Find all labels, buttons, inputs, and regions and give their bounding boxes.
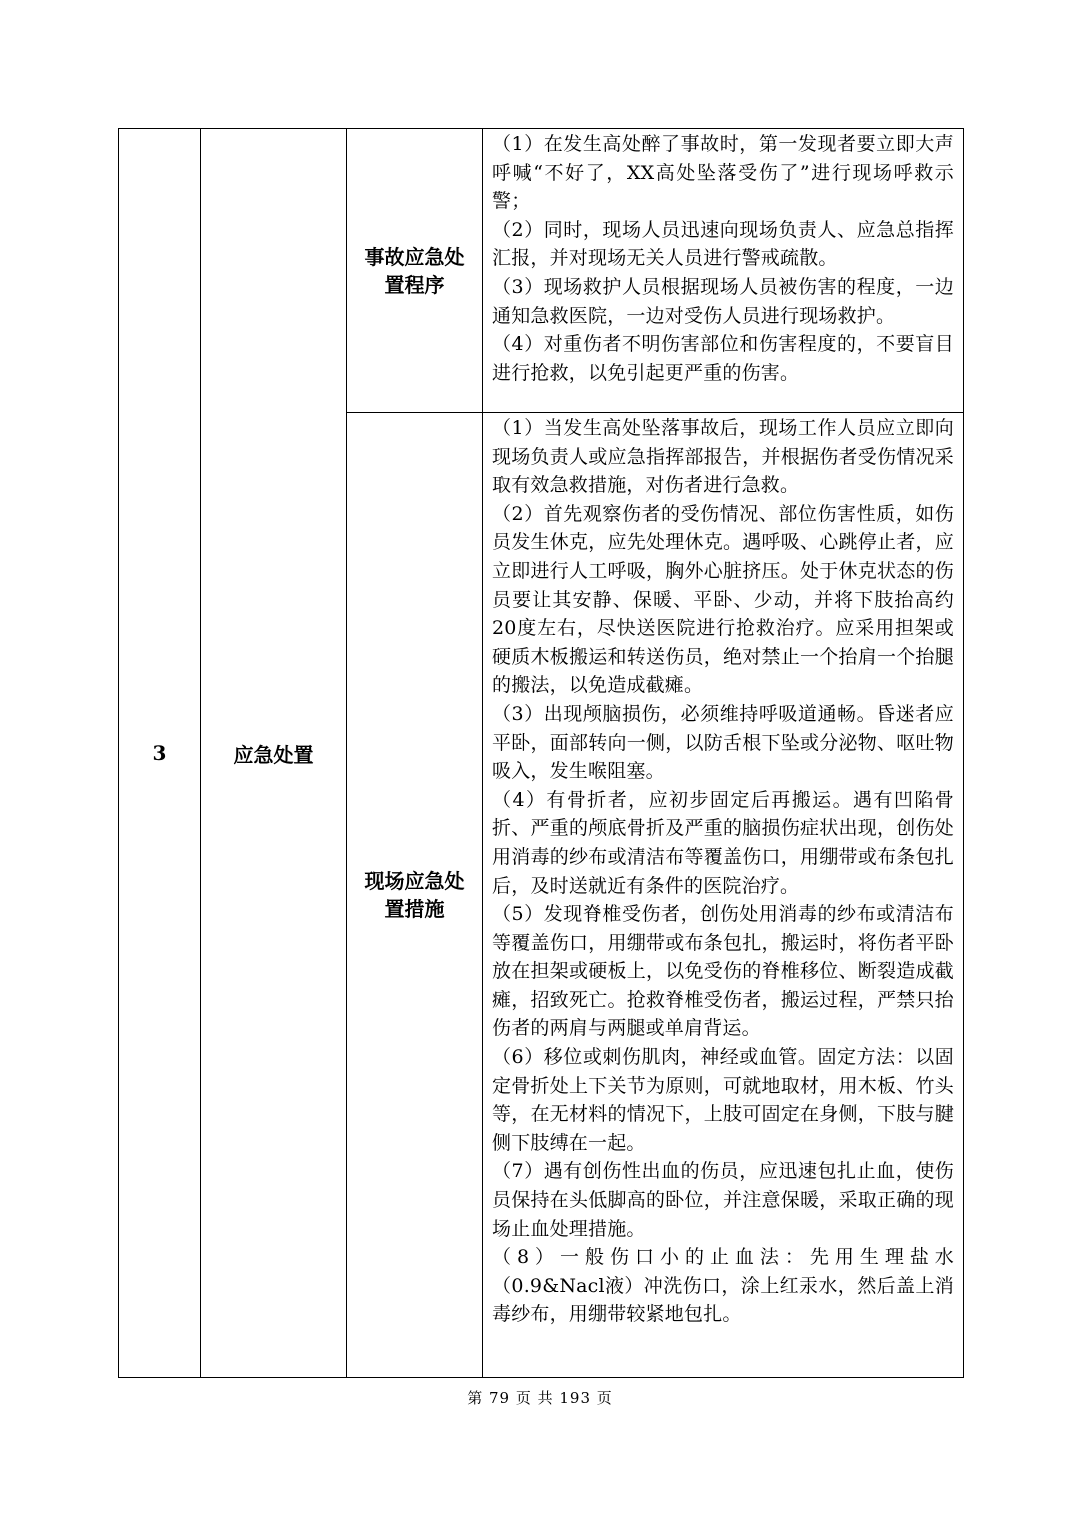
- table-row: [119, 129, 964, 413]
- paragraph: （3）现场救护人员根据现场人员被伤害的程度，一边通知急救医院，一边对受伤人员进行现场救护。: [492, 275, 954, 327]
- paragraph: （6）移位或刺伤肌肉，神经或血管。固定方法：以固定骨折处上下关节为原则，可就地取材，用木板、竹头等，在无材料的情况下，上肢可固定在身侧，下肢与腱侧下肢缚在一起。: [492, 1046, 954, 1154]
- paragraph: （4）对重伤者不明伤害部位和伤害程度的，不要盲目进行抢救，以免引起更严重的伤害。: [492, 333, 954, 384]
- row-number-cell: [119, 129, 201, 1378]
- emergency-procedure-table: [118, 128, 964, 1378]
- section-title-onsite-measures: 现场应急处置措施: [364, 869, 465, 921]
- paragraph: （4）有骨折者，应初步固定后再搬运。遇有凹陷骨折、严重的颅底骨折及严重的脑损伤症状出现，创伤处用消毒的纱布或清洁布等覆盖伤口，用绷带或布条包扎后，及时送就近有条件的医院治疗。: [492, 788, 954, 897]
- page-number: 第 79 页 共 193 页: [467, 1389, 613, 1407]
- section-content-cell: [483, 413, 964, 1378]
- paragraph: （3）出现颅脑损伤，必须维持呼吸道通畅。昏迷者应平卧，面部转向一侧，以防舌根下坠或分泌物、呕吐物吸入，发生喉阻塞。: [492, 702, 954, 783]
- category-cell: [201, 129, 347, 1378]
- paragraph: （2）首先观察伤者的受伤情况、部位伤害性质，如伤员发生休克，应先处理休克。遇呼吸、心跳停止者，应立即进行人工呼吸，胸外心脏挤压。处于休克状态的伤员要让其安静、保暖、平卧、少动，并将下肢抬高约20度左右，尽快送医院进行抢救治疗。应采用担架或硬质木板搬运和转送伤员，绝对禁止一个抬肩一个抬腿的搬法，以免造成截瘫。: [492, 502, 954, 697]
- paragraph: （1）在发生高处醉了事故时，第一发现者要立即大声呼喊“不好了，XX高处坠落受伤了”进行现场呼救示警；: [492, 133, 954, 213]
- paragraph: （2）同时，现场人员迅速向现场负责人、应急总指挥汇报，并对现场无关人员进行警戒疏散。: [492, 218, 954, 270]
- paragraph: （8）一般伤口小的止血法：先用生理盐水（0.9&Nacl液）冲洗伤口，涂上红汞水，然后盖上消毒纱布，用绷带较紧地包扎。: [492, 1246, 954, 1326]
- category-label: 应急处置: [233, 742, 314, 767]
- section-title-cell: [347, 129, 483, 413]
- section-content-cell: [483, 129, 964, 413]
- row-number: 3: [152, 741, 167, 765]
- page-footer: [0, 1387, 1080, 1408]
- paragraph: （5）发现脊椎受伤者，创伤处用消毒的纱布或清洁布等覆盖伤口，用绷带或布条包扎，搬运时，将伤者平卧放在担架或硬板上，以免受伤的脊椎移位、断裂造成截瘫，招致死亡。抢救脊椎受伤者，搬运过程，严禁只抬伤者的两肩与两腿或单肩背运。: [492, 903, 954, 1040]
- section-content-accident-procedure: [483, 129, 963, 387]
- section-content-onsite-measures: [483, 413, 963, 1329]
- paragraph: （1）当发生高处坠落事故后，现场工作人员应立即向现场负责人或应急指挥部报告，并根据伤者受伤情况采取有效急救措施，对伤者进行急救。: [492, 417, 954, 497]
- section-title-cell: [347, 413, 483, 1378]
- section-title-accident-procedure: 事故应急处置程序: [364, 244, 465, 297]
- paragraph: （7）遇有创伤性出血的伤员，应迅速包扎止血，使伤员保持在头低脚高的卧位，并注意保暖，采取正确的现场止血处理措施。: [492, 1160, 954, 1240]
